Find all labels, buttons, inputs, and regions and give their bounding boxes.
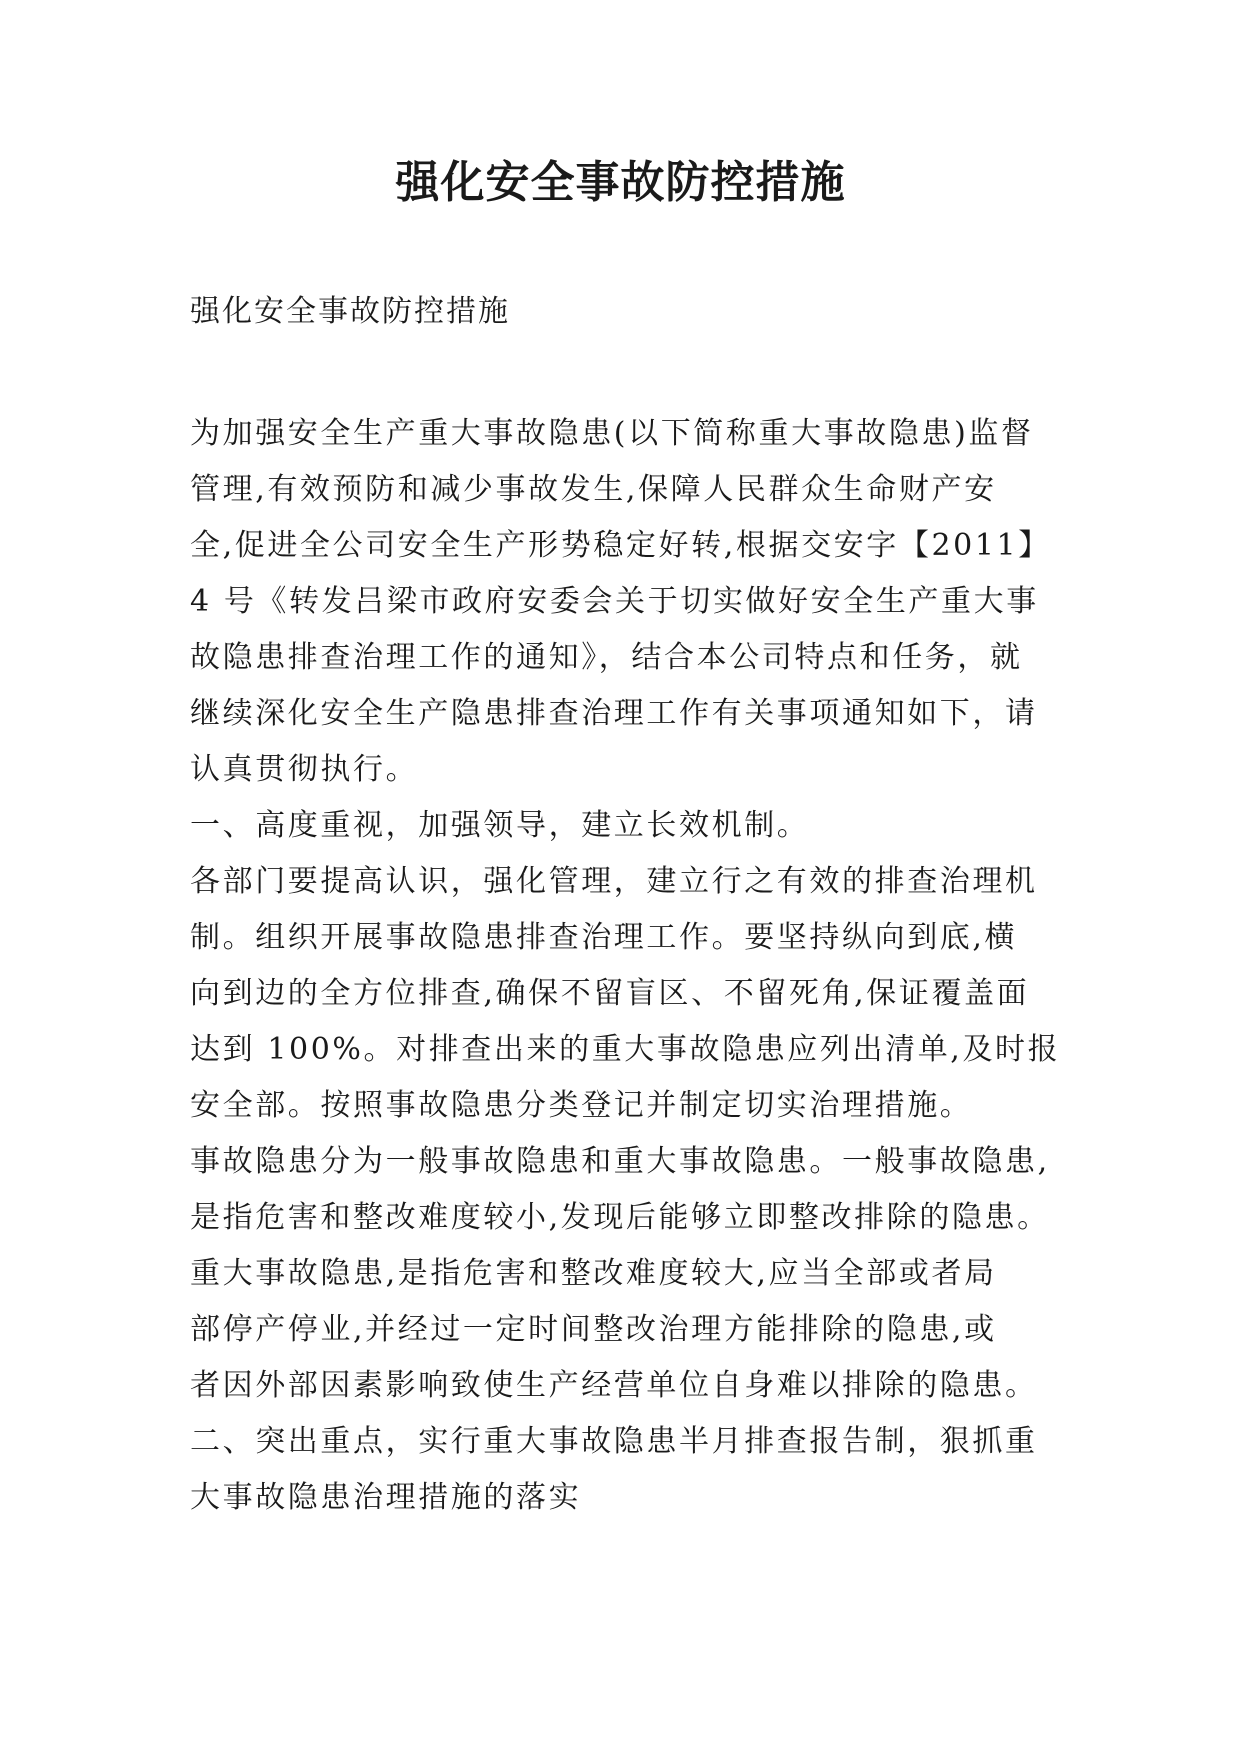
- body-line: 大事故隐患治理措施的落实: [190, 1480, 582, 1515]
- body-line: 4 号《转发吕梁市政府安委会关于切实做好安全生产重大事: [190, 584, 1039, 619]
- body-line: 认真贯彻执行。: [190, 752, 419, 787]
- body-line: 继续深化安全生产隐患排查治理工作有关事项通知如下，请: [190, 696, 1038, 731]
- body-line: 重大事故隐患,是指危害和整改难度较大,应当全部或者局: [190, 1256, 997, 1291]
- body-line: 为加强安全生产重大事故隐患(以下简称重大事故隐患)监督: [190, 416, 1034, 451]
- body-line: 向到边的全方位排查,确保不留盲区、不留死角,保证覆盖面: [190, 976, 1030, 1011]
- body-line: 管理,有效预防和减少事故发生,保障人民群众生命财产安: [190, 472, 997, 507]
- body-line: 全,促进全公司安全生产形势稳定好转,根据交安字【2011】: [190, 528, 1051, 563]
- document-title: 强化安全事故防控措施: [395, 157, 846, 208]
- body-line: 达到 100%。对排查出来的重大事故隐患应列出清单,及时报: [190, 1032, 1061, 1067]
- body-line: 制。组织开展事故隐患排查治理工作。要坚持纵向到底,横: [190, 920, 1018, 955]
- body-line: 故隐患排查治理工作的通知》，结合本公司特点和任务，就: [190, 640, 1023, 675]
- body-line: 部停产停业,并经过一定时间整改治理方能排除的隐患,或: [190, 1312, 997, 1347]
- body-line: 事故隐患分为一般事故隐患和重大事故隐患。一般事故隐患,: [190, 1144, 1050, 1179]
- section-heading: 二、突出重点，实行重大事故隐患半月排查报告制，狠抓重: [190, 1424, 1038, 1459]
- section-heading: 一、高度重视，加强领导，建立长效机制。: [190, 808, 810, 843]
- body-line: 者因外部因素影响致使生产经营单位自身难以排除的隐患。: [190, 1368, 1038, 1403]
- body-line: 是指危害和整改难度较小,发现后能够立即整改排除的隐患。: [190, 1200, 1050, 1235]
- document-subtitle: 强化安全事故防控措施: [190, 294, 510, 329]
- body-line: 各部门要提高认识，强化管理，建立行之有效的排查治理机: [190, 864, 1038, 899]
- body-line: 安全部。按照事故隐患分类登记并制定切实治理措施。: [190, 1088, 973, 1123]
- document-body: [190, 406, 1070, 1526]
